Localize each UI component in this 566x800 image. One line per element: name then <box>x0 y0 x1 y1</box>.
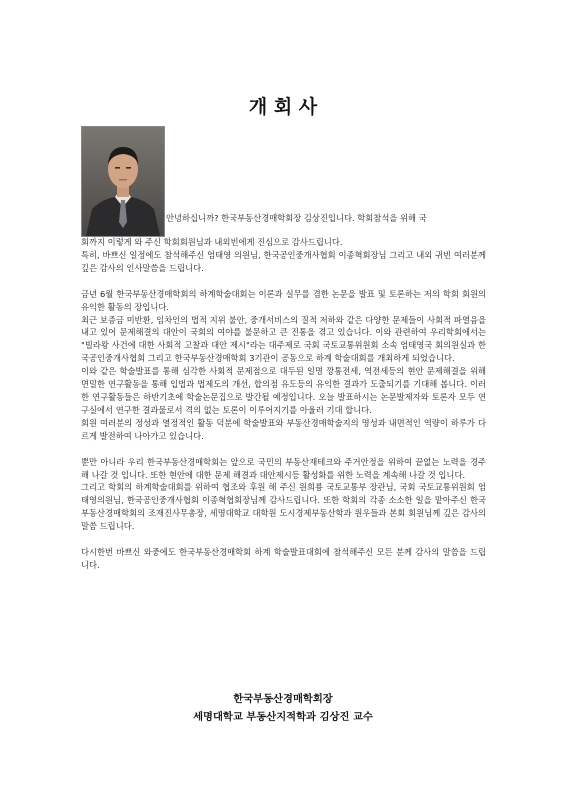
paragraph-5: 이와 같은 학술발표를 통해 심각한 사회적 문제점으로 대두된 일명 깡통전세, 역전세등의 현안 문제해결을 위해 면밀한 연구활동을 통해 입법과 법제도의 개선, 합의점 유도등의 유익한 결과가 도출되기를 기대해 봅니다. 이러한 연구활동들은 하반기초에 학술논문집으로 발간될 예정입니다. 오늘 발표하시는 논문발제자와 토론자 모두 연구실에서 연구한 결과물로서 격의 없는 토론이 이루어지기를 아울러 기대 합니다. <box>81 366 486 415</box>
paragraph-gap <box>81 533 486 546</box>
signature-organization: 한국부동산경매학회장 <box>233 693 333 705</box>
paragraph-7: 뿐만 아니라 우리 한국부동산경매학회는 앞으로 국민의 부동산재테크와 주거안정을 위하여 끝없는 노력을 경주해 나갈 것 입니다. 또한 현안에 대한 문제 해결과 대안제시등 활성화를 위한 노력을 계속해 나갈 것 입니다. <box>81 456 486 480</box>
paragraph-3: 금년 6월 한국부동산경매학회의 하계학술대회는 이론과 실무를 겸한 논문을 발표 및 토론하는 저의 학회 회원의 유익한 활동의 장입니다. <box>81 288 486 312</box>
paragraph-gap <box>81 443 486 456</box>
paragraph-8: 그리고 학회의 하계학술대회를 위하여 협조와 후원 해 주신 원희룡 국토교통부 장관님, 국회 국토교통위원회 엄태영의원님, 한국공인중개사협회 이종혁협회장님께 감사드립니다. 또한 학회의 각종 소소한 일을 맡아주신 한국부동산경매학회의 조재진사무총장, 세명대학교 대학원 도시경제부동산학과 원우들과 본회 회원님께 깊은 감사의 말씀 드립니다. <box>81 482 486 532</box>
paragraph-gap <box>81 275 486 288</box>
paragraph-9: 다시한번 바쁘신 와중에도 한국부동산경매학회 하계 학술발표대회에 참석해주신 모든 분께 감사의 말씀을 드립니다. <box>81 547 486 570</box>
body-text <box>81 236 486 572</box>
signature-name: 세명대학교 부동산지적학과 김상진 교수 <box>193 711 373 723</box>
paragraph-4: 최근 보증금 미반환, 임차인의 법적 지위 불안, 중개서비스의 질적 저하와 같은 다양한 문제들이 사회적 파열음을 내고 있어 문제해결의 대안이 국회의 여야를 불문하고 큰 진통을 겪고 있습니다. 이와 관련하여 우리학회에서는 "빌라왕 사건에 대한 사회적 고찰과 대안 제시"라는 대주제로 국회 국토교통위원회 소속 엄태영국 회의원실과 한국공인중개사협회 그리고 한국부동산경매학회 3기관이 공동으로 하계 학술대회를 개최하게 되었습니다. <box>81 314 486 364</box>
portrait-photo <box>81 126 165 237</box>
paragraph-2: 특히, 바쁘신 일정에도 참석해주신 엄태영 의원님, 한국공인중개사협회 이종혁회장님 그리고 내외 귀빈 여러분께 깊은 감사의 인사말씀을 드립니다. <box>81 249 486 273</box>
paragraph-1: 회까지 이렇게 와 주신 학회회원님과 내외빈에게 진심으로 감사드립니다. <box>81 237 343 247</box>
paragraph-6: 회원 여러분의 정성과 열정적인 활동 덕분에 학술발표와 부동산경매학술지의 명성과 내면적인 역량이 하루가 다르게 발전하여 나아가고 있습니다. <box>81 417 486 441</box>
portrait-image <box>82 127 164 236</box>
page-title: 개 회 사 <box>248 96 318 118</box>
greeting-line: 안녕하십니까? 한국부동산경매학회장 김상진입니다. 학회참석을 위해 국 <box>166 213 427 223</box>
